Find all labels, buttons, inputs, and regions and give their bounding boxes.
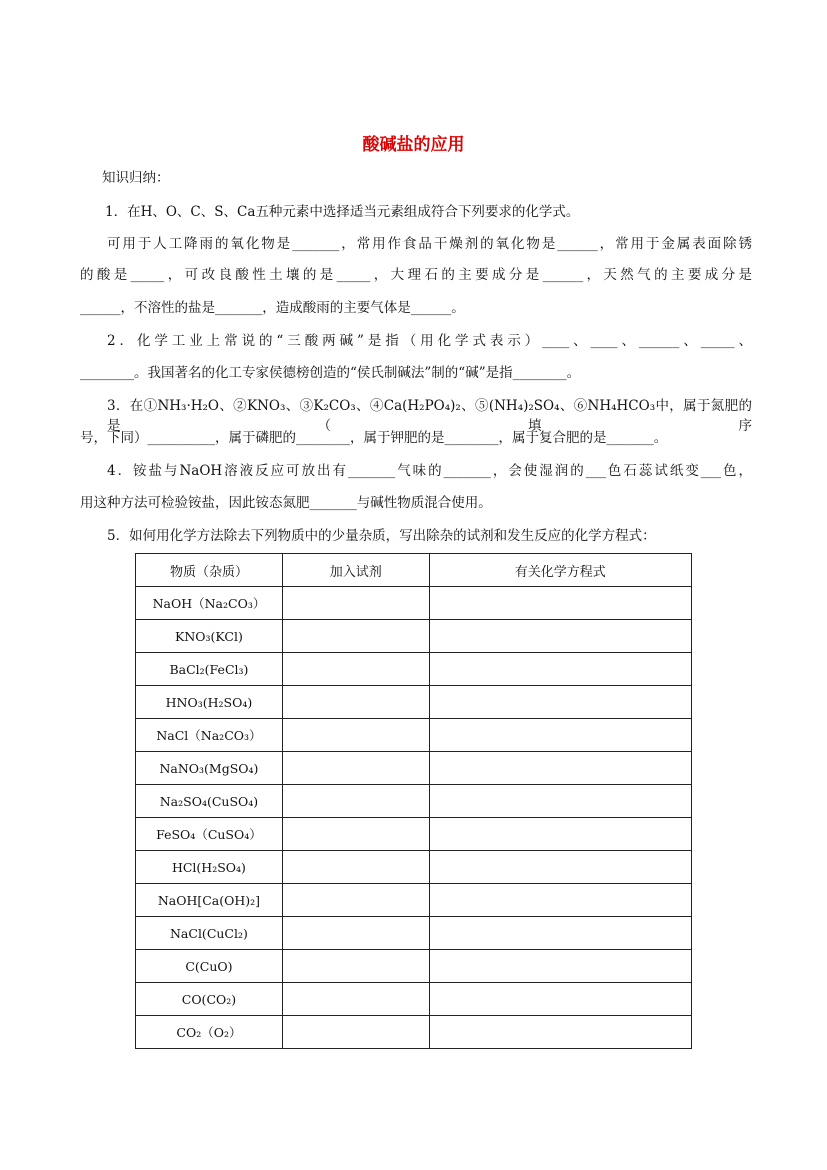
- reagent-cell[interactable]: [282, 653, 429, 686]
- table-row: [136, 917, 692, 950]
- equation-cell[interactable]: [429, 983, 691, 1016]
- substance-cell: Na₂SO₄(CuSO₄): [136, 785, 283, 818]
- table-row: [136, 818, 692, 851]
- reagent-cell[interactable]: [282, 917, 429, 950]
- page-title: 酸碱盐的应用: [362, 135, 465, 155]
- table-row: [136, 686, 692, 719]
- substance-cell: NaNO₃(MgSO₄): [136, 752, 283, 785]
- equation-cell[interactable]: [429, 620, 691, 653]
- equation-cell[interactable]: [429, 950, 691, 983]
- table-row: [136, 653, 692, 686]
- substance-cell: HCl(H₂SO₄): [136, 851, 283, 884]
- header-reagent: 加入试剂: [282, 554, 429, 587]
- table-row: [136, 851, 692, 884]
- equation-cell[interactable]: [429, 719, 691, 752]
- reagent-cell[interactable]: [282, 1016, 429, 1049]
- q5-intro: 5．如何用化学方法除去下列物质中的少量杂质，写出除杂的试剂和发生反应的化学方程式：: [107, 528, 656, 544]
- impurity-removal-table: [135, 553, 692, 1049]
- equation-cell[interactable]: [429, 653, 691, 686]
- table-row: [136, 587, 692, 620]
- section-heading: 知识归纳：: [102, 170, 170, 186]
- reagent-cell[interactable]: [282, 818, 429, 851]
- q1-line-1: 可用于人工降雨的氧化物是_______，常用作食品干燥剂的氧化物是______，常用于金属表面除锈: [107, 236, 752, 252]
- q4-line-1: 4．铵盐与NaOH溶液反应可放出有_______气味的_______，会使湿润的___色石蕊试纸变___色，: [107, 463, 752, 479]
- substance-cell: KNO₃(KCl): [136, 620, 283, 653]
- substance-cell: BaCl₂(FeCl₃): [136, 653, 283, 686]
- table-row: [136, 620, 692, 653]
- substance-cell: CO₂（O₂）: [136, 1016, 283, 1049]
- substance-cell: HNO₃(H₂SO₄): [136, 686, 283, 719]
- substance-cell: C(CuO): [136, 950, 283, 983]
- reagent-cell[interactable]: [282, 851, 429, 884]
- table-row: [136, 1016, 692, 1049]
- q1-line-2: 的酸是_____，可改良酸性土壤的是_____，大理石的主要成分是______，天然气的主要成分是: [80, 267, 752, 283]
- equation-cell[interactable]: [429, 851, 691, 884]
- substance-cell: CO(CO₂): [136, 983, 283, 1016]
- table-row: [136, 950, 692, 983]
- reagent-cell[interactable]: [282, 686, 429, 719]
- reagent-cell[interactable]: [282, 587, 429, 620]
- equation-cell[interactable]: [429, 752, 691, 785]
- q3-line-1: 3．在①NH₃·H₂O、②KNO₃、③K₂CO₃、④Ca(H₂PO₄)₂、⑤(NH₄)₂SO₄、⑥NH₄HCO₃中，属于氮肥的是（填序: [107, 398, 752, 434]
- equation-cell[interactable]: [429, 917, 691, 950]
- q4-line-2: 用这种方法可检验铵盐，因此铵态氮肥_______与碱性物质混合使用。: [80, 495, 492, 511]
- equation-cell[interactable]: [429, 1016, 691, 1049]
- reagent-cell[interactable]: [282, 983, 429, 1016]
- table-header-row: [136, 554, 692, 587]
- reagent-cell[interactable]: [282, 884, 429, 917]
- reagent-cell[interactable]: [282, 950, 429, 983]
- table-row: [136, 785, 692, 818]
- table-row: [136, 983, 692, 1016]
- substance-cell: NaOH[Ca(OH)₂]: [136, 884, 283, 917]
- reagent-cell[interactable]: [282, 752, 429, 785]
- q1-line-3: ______，不溶性的盐是_______，造成酸雨的主要气体是______。: [80, 300, 465, 316]
- substance-cell: NaCl(CuCl₂): [136, 917, 283, 950]
- equation-cell[interactable]: [429, 785, 691, 818]
- reagent-cell[interactable]: [282, 719, 429, 752]
- reagent-cell[interactable]: [282, 785, 429, 818]
- substance-cell: NaOH（Na₂CO₃）: [136, 587, 283, 620]
- equation-cell[interactable]: [429, 884, 691, 917]
- reagent-cell[interactable]: [282, 620, 429, 653]
- q2-line-2: ________。我国著名的化工专家侯德榜创造的“侯氏制碱法”制的“碱”是指________。: [80, 365, 581, 381]
- equation-cell[interactable]: [429, 818, 691, 851]
- substance-cell: FeSO₄（CuSO₄）: [136, 818, 283, 851]
- q2-line-1: 2．化学工业上常说的“三酸两碱”是指（用化学式表示）____、____、______、_____、: [107, 333, 752, 349]
- header-substance: 物质（杂质）: [136, 554, 283, 587]
- table-row: [136, 719, 692, 752]
- q3-line-2: 号，下同）__________，属于磷肥的________，属于钾肥的是________，属于复合肥的是_______。: [80, 430, 668, 446]
- header-equation: 有关化学方程式: [429, 554, 691, 587]
- q1-intro: 1．在H、O、C、S、Ca五种元素中选择适当元素组成符合下列要求的化学式。: [105, 204, 580, 220]
- table-row: [136, 884, 692, 917]
- table-row: [136, 752, 692, 785]
- substance-cell: NaCl（Na₂CO₃）: [136, 719, 283, 752]
- equation-cell[interactable]: [429, 587, 691, 620]
- equation-cell[interactable]: [429, 686, 691, 719]
